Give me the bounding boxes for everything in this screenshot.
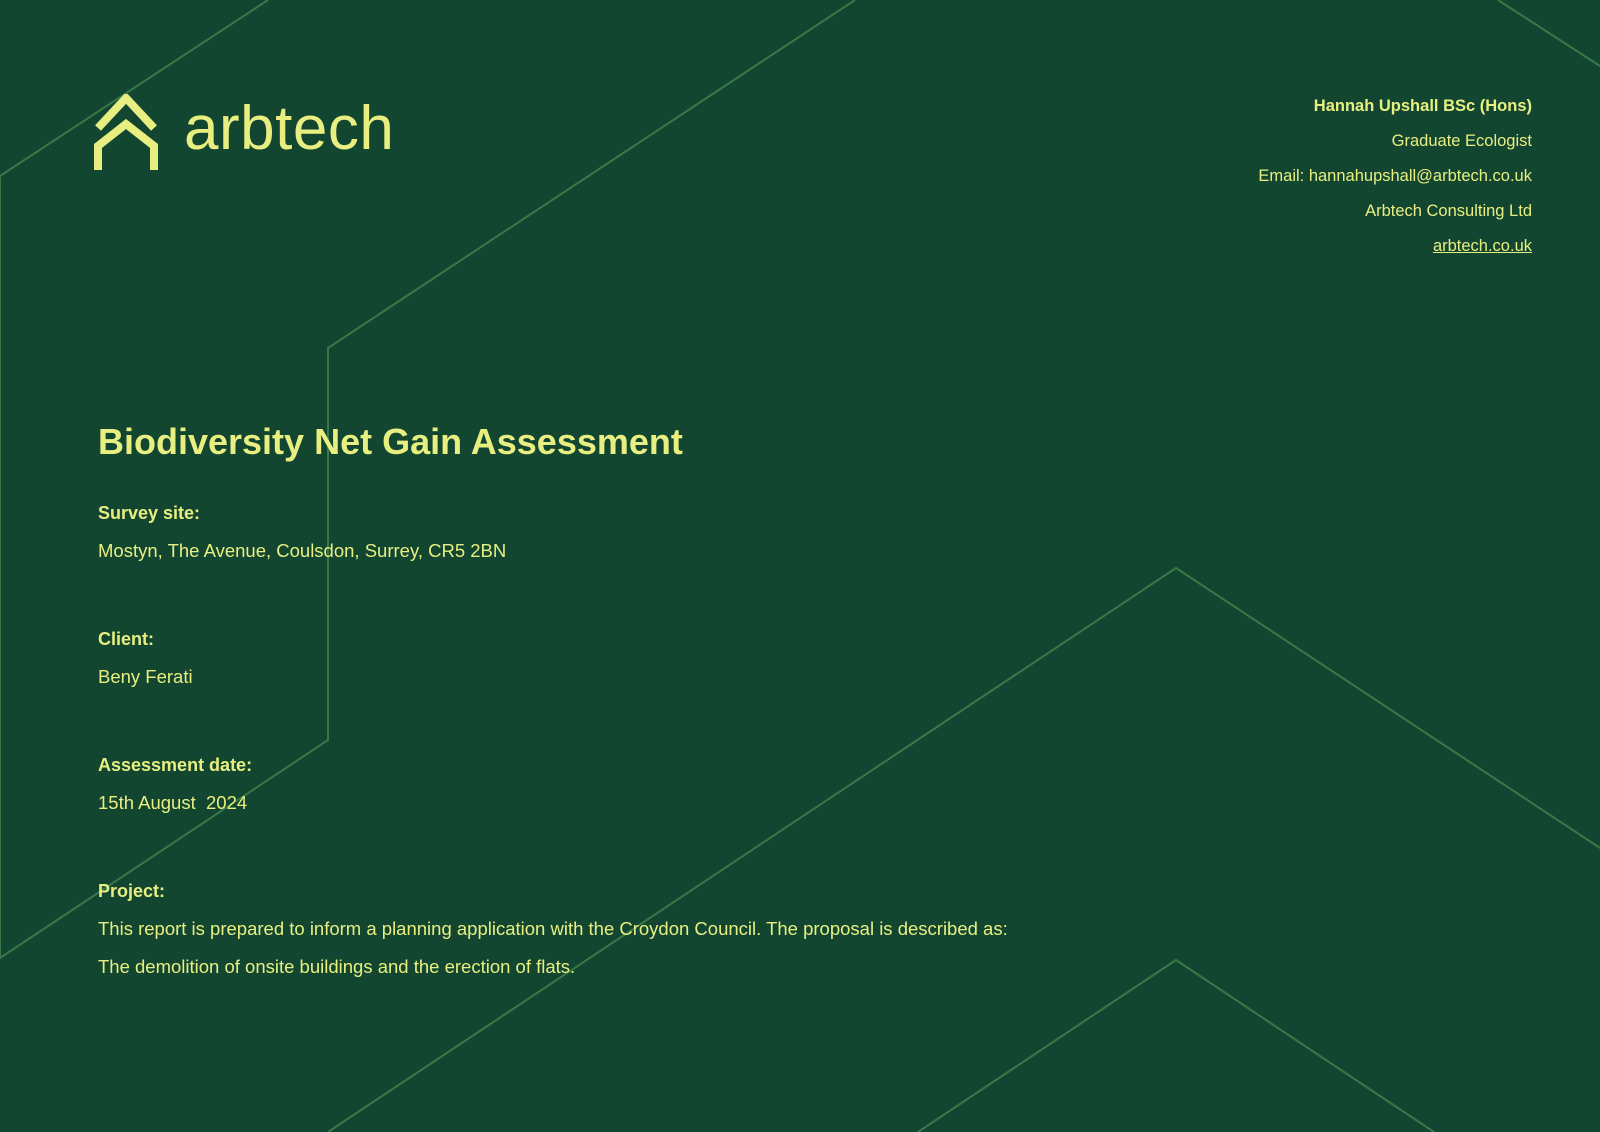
website-link[interactable]: arbtech.co.uk xyxy=(1432,237,1532,255)
project-description-line-1: This report is prepared to inform a planning application with the Croydon Council. The proposal is described as: xyxy=(98,918,1008,939)
assessment-date-label: Assessment date: xyxy=(98,755,253,775)
contact-email[interactable]: Email: hannahupshall@arbtech.co.uk xyxy=(1258,167,1532,185)
arbtech-house-icon xyxy=(94,94,158,170)
contact-company: Arbtech Consulting Ltd xyxy=(1365,202,1532,220)
arbtech-logo xyxy=(94,94,394,170)
report-title: Biodiversity Net Gain Assessment xyxy=(98,421,683,462)
survey-site-value: Mostyn, The Avenue, Coulsdon, Surrey, CR5 2BN xyxy=(98,540,507,561)
client-label: Client: xyxy=(98,629,154,649)
client-value: Beny Ferati xyxy=(98,666,193,687)
logo-wordmark: arbtech xyxy=(184,94,395,163)
contact-role: Graduate Ecologist xyxy=(1391,132,1532,150)
survey-site-label: Survey site: xyxy=(98,503,201,523)
bg-line-corner-right xyxy=(1498,0,1600,66)
contact-name: Hannah Upshall BSc (Hons) xyxy=(1313,97,1532,115)
project-description-line-2: The demolition of onsite buildings and the erection of flats. xyxy=(98,956,576,977)
report-details xyxy=(98,418,1008,992)
contact-block xyxy=(1258,94,1532,269)
project-label: Project: xyxy=(98,881,166,901)
assessment-date-value: 15th August 2024 xyxy=(98,792,248,813)
